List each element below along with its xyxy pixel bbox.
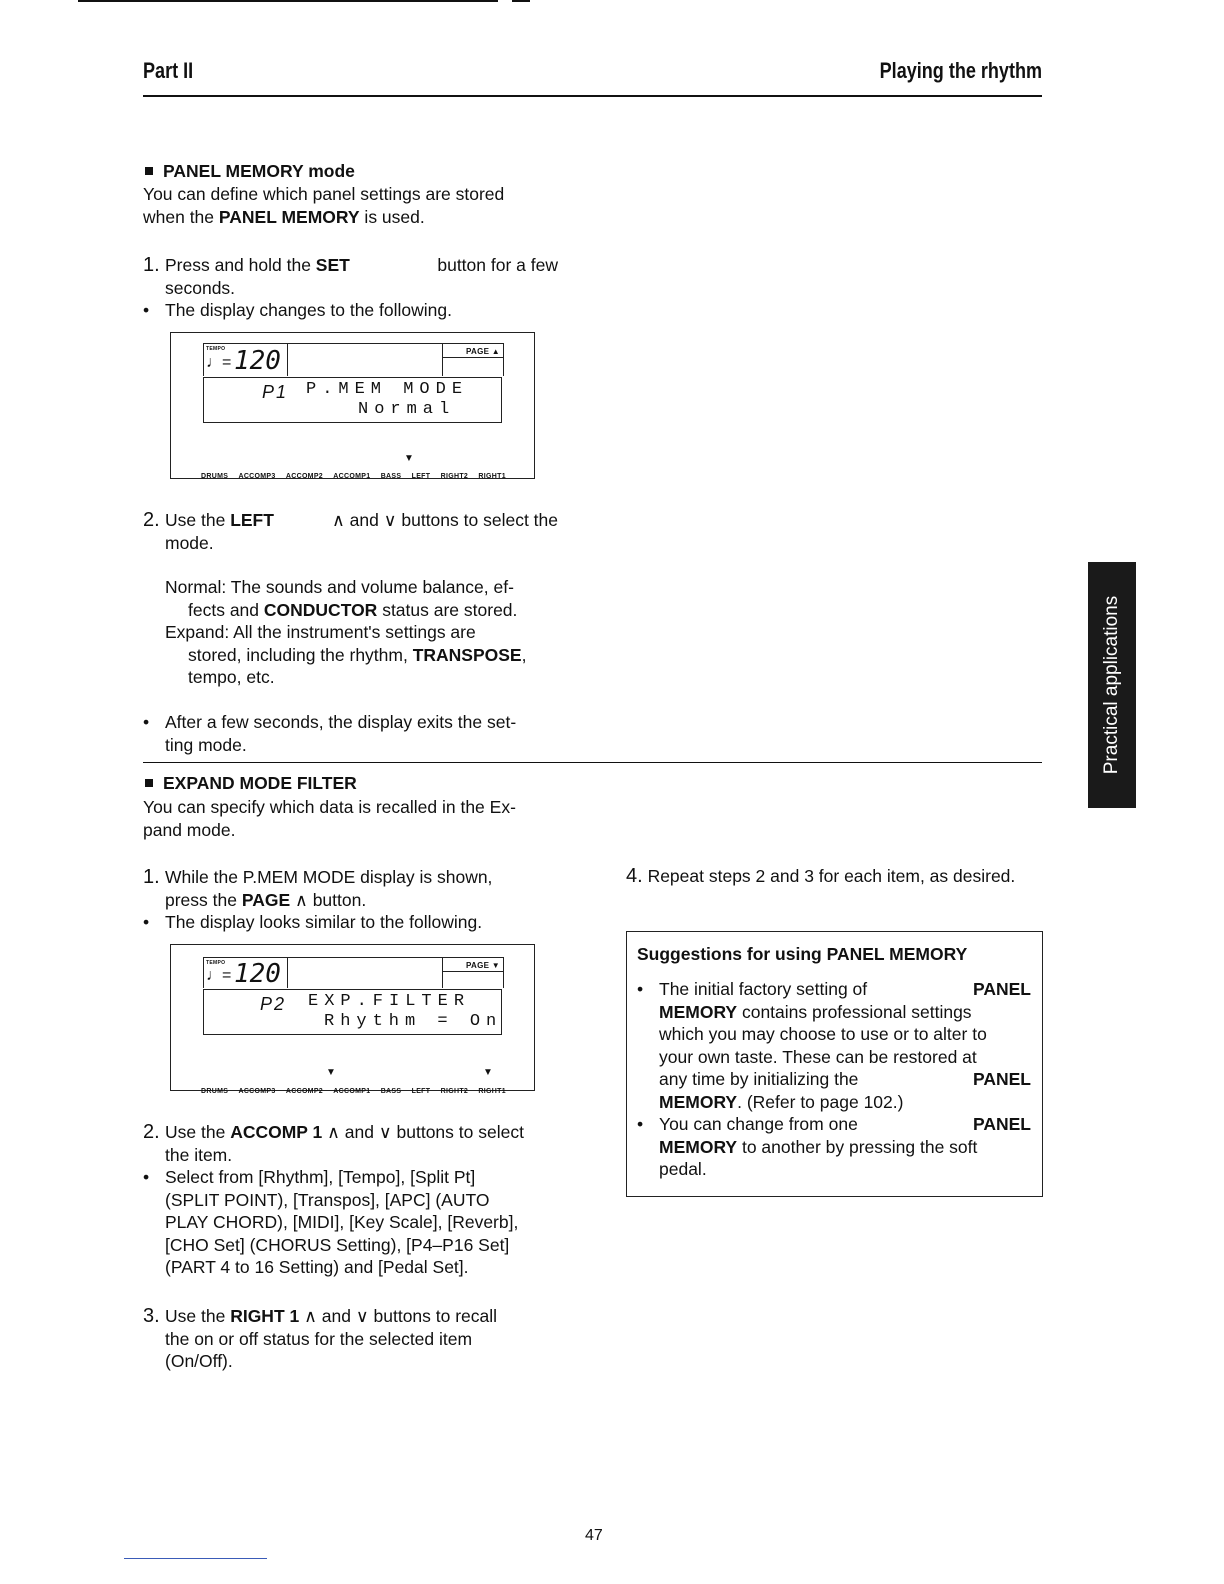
- lcd-line2: Rhythm = On: [324, 1012, 503, 1031]
- part-labels: [201, 473, 506, 480]
- down-arrow-icon: ▼: [326, 1067, 336, 1078]
- part-label: RIGHT2: [440, 1088, 469, 1095]
- section1-step1: 1. Press and hold the SET button for a few seconds. • The display changes to the following.: [143, 254, 558, 320]
- part-label: DRUMS: [201, 1088, 229, 1095]
- part-label: RIGHT1: [478, 1088, 506, 1095]
- tempo-label: TEMPO: [206, 346, 226, 352]
- part-label: RIGHT1: [478, 473, 506, 480]
- header-rule: [143, 95, 1042, 97]
- suggestion-list: • The initial factory setting of PANEL MEMORY contains professional settings which you may choose to use or to alter to your own taste. These can be restored at any time by initializing the PANEL MEMORY. (Refer to page 102.) • You can change from one PANEL MEMORY to another by pressing the soft pedal.: [637, 979, 1031, 1179]
- section2-intro: You can specify which data is recalled in the Ex- pand mode.: [143, 797, 516, 840]
- page-indicator: [442, 343, 504, 376]
- lcd-top-strip: [286, 957, 442, 988]
- down-arrow-icon: ▼: [483, 1067, 493, 1078]
- side-tab: [1088, 562, 1136, 808]
- part-label: LEFT: [411, 1088, 431, 1095]
- page-title: Playing the rhythm: [879, 58, 1042, 83]
- lcd-message-area: [203, 377, 502, 423]
- top-rule: [78, 0, 498, 2]
- note-icon: ♩=: [206, 967, 232, 984]
- part-labels: [201, 1088, 506, 1095]
- square-bullet-icon: [145, 779, 153, 787]
- tempo-label: TEMPO: [206, 960, 226, 966]
- section-heading-expand-mode-filter: EXPAND MODE FILTER: [143, 773, 357, 794]
- suggestion-item: • The initial factory setting of PANEL: [637, 979, 1031, 999]
- footer-rule: [124, 1558, 267, 1559]
- lcd-top-strip: [286, 343, 442, 376]
- page-label: PAGE ▼: [465, 961, 500, 970]
- lcd-line1: P.MEM MODE: [306, 380, 469, 399]
- page-id: P2: [260, 994, 287, 1014]
- square-bullet-icon: [145, 167, 153, 175]
- page-id: P1: [262, 382, 289, 402]
- top-rule-mark: [512, 0, 530, 2]
- section2-step1: 1. While the P.MEM MODE display is shown, press the PAGE ∧ button. • The display looks similar to the following.: [143, 866, 493, 932]
- page-number: 47: [585, 1527, 603, 1544]
- part-label: RIGHT2: [440, 473, 469, 480]
- part-label: ACCOMP2: [285, 473, 323, 480]
- part-label: LEFT: [411, 473, 431, 480]
- part-label: DRUMS: [201, 473, 229, 480]
- section1-after-note: • After a few seconds, the display exits the set- ting mode.: [143, 712, 517, 755]
- tempo-box: [203, 957, 288, 988]
- tempo-box: [203, 343, 288, 376]
- note-icon: ♩=: [206, 354, 232, 371]
- section2-step2: 2. Use the ACCOMP 1 ∧ and ∨ buttons to select the item. • Select from [Rhythm], [Tempo], [Split Pt] (SPLIT POINT), [Transpos], [APC] (AUTO PLAY CHORD), [MIDI], [Key Scale], [Reverb], [CHO Set] (CHORUS Setting), [P4–P16 Set] (PART 4 to 16 Setting) and [Pedal Set].: [143, 1121, 524, 1277]
- lcd-line1: EXP.FILTER: [308, 992, 471, 1011]
- lcd-message-area: [203, 989, 502, 1035]
- part-label: ACCOMP1: [333, 473, 371, 480]
- part-label: BASS: [380, 1088, 402, 1095]
- part-label: BASS: [380, 473, 402, 480]
- tempo-value: 120: [234, 346, 281, 376]
- part-label: Part II: [143, 58, 194, 83]
- page-label: PAGE ▲: [465, 347, 500, 356]
- side-tab-label: Practical applications: [1101, 595, 1122, 775]
- page-indicator: [442, 957, 504, 988]
- part-label: ACCOMP3: [238, 473, 276, 480]
- section1-intro: You can define which panel settings are stored when the PANEL MEMORY is used.: [143, 184, 505, 227]
- suggestions-title: Suggestions for using PANEL MEMORY: [637, 944, 968, 964]
- suggestions-box: [626, 931, 1043, 1197]
- section2-step4: 4. Repeat steps 2 and 3 for each item, as desired.: [626, 865, 1016, 887]
- lcd-display-p1: [170, 332, 535, 479]
- page-underline: [443, 357, 503, 358]
- suggestion-item: • You can change from one PANEL: [637, 1114, 1031, 1134]
- section2-step3: 3. Use the RIGHT 1 ∧ and ∨ buttons to recall the on or off status for the selected item (On/Off).: [143, 1305, 498, 1371]
- page-underline: [443, 971, 503, 972]
- part-label: ACCOMP1: [333, 1088, 371, 1095]
- mode-descriptions: Normal: The sounds and volume balance, ef- fects and CONDUCTOR status are stored. Expand: All the instrument's settings are stored, including the rhythm, TRANSPOSE, tempo, etc.: [165, 577, 527, 687]
- tempo-value: 120: [234, 959, 281, 989]
- part-label: ACCOMP2: [285, 1088, 323, 1095]
- lcd-display-p2: [170, 944, 535, 1095]
- lcd-line2: Normal: [358, 400, 456, 419]
- section-divider: [143, 762, 1042, 763]
- section-heading-panel-memory-mode: PANEL MEMORY mode: [143, 161, 355, 182]
- part-label: ACCOMP3: [238, 1088, 276, 1095]
- down-arrow-icon: ▼: [404, 453, 414, 464]
- section1-step2: 2. Use the LEFT ∧ and ∨ buttons to select the mode.: [143, 509, 558, 553]
